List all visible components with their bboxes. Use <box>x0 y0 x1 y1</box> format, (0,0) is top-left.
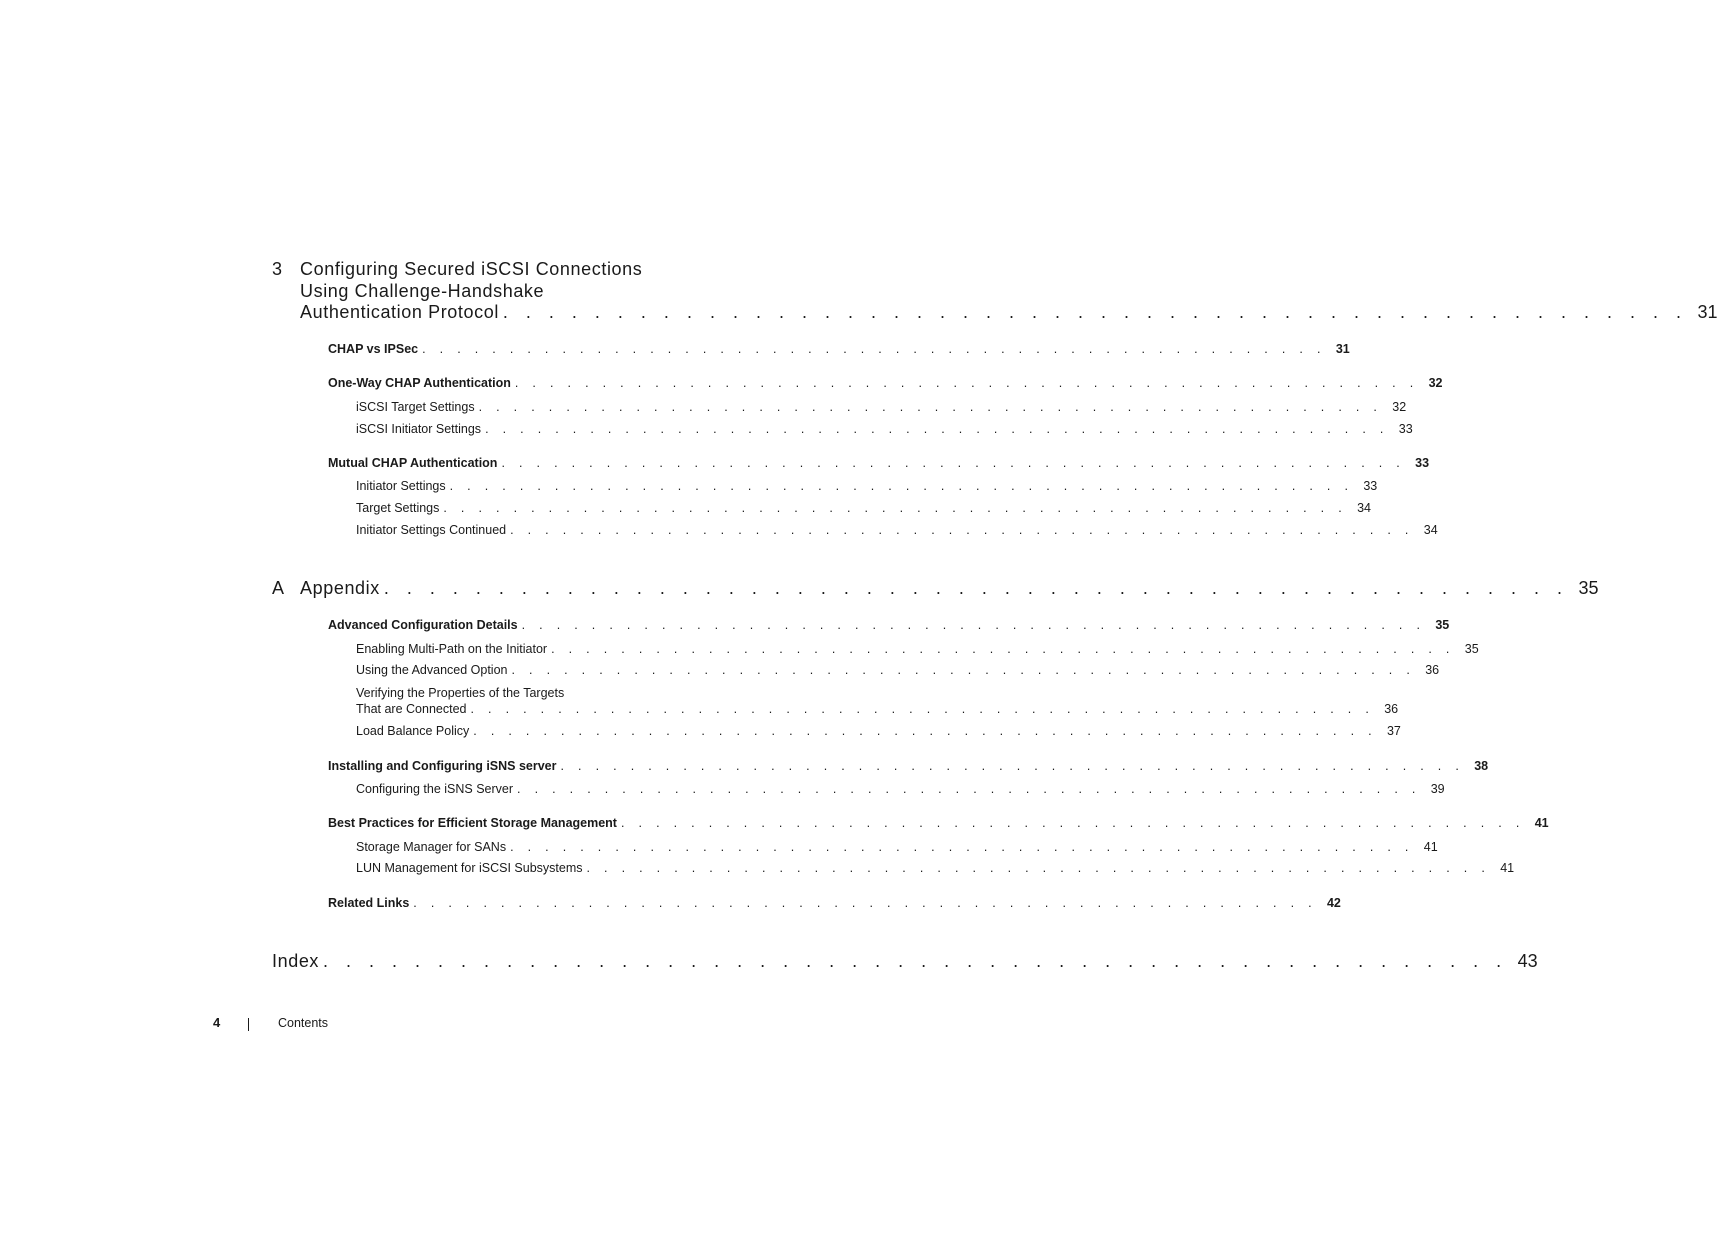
entry-title: Configuring the iSNS Server <box>356 782 514 796</box>
entry-title: Initiator Settings <box>356 479 446 493</box>
leader-dots: . . . . . . . . . . . . . . . . . . . . . . . . . . . . . . . . . . . . . . . . . . . . . . . . . . . . <box>473 724 1377 738</box>
entry-title-first-line: Verifying the Properties of the Targets <box>356 686 565 700</box>
entry-title: Target Settings <box>356 501 440 515</box>
entry-title: One-Way CHAP Authentication <box>328 376 511 390</box>
chapter-title-text: Index <box>272 951 320 971</box>
entry-page-number: 34 <box>1423 523 1438 537</box>
chapter-title-last-line <box>272 951 1538 972</box>
chapter-title <box>300 259 1718 323</box>
entry-page-number: 32 <box>1428 376 1443 390</box>
entry-page-number: 33 <box>1363 479 1378 493</box>
entry-title: That are Connected <box>356 702 467 716</box>
toc-entry[interactable] <box>328 896 1341 910</box>
entry-page-number: 33 <box>1415 456 1430 470</box>
toc-chapter-index[interactable] <box>272 951 1538 975</box>
footer-section-label: Contents <box>278 1016 329 1030</box>
entry-page-number: 36 <box>1425 663 1440 677</box>
chapter-title-line: Configuring Secured iSCSI Connections <box>300 259 643 279</box>
toc-subentry[interactable] <box>356 642 1479 656</box>
toc-chapter-3[interactable] <box>272 259 1718 329</box>
entry-page-number: 35 <box>1435 618 1450 632</box>
chapter-title-line: Using Challenge-Handshake <box>300 280 545 301</box>
entry-title: LUN Management for iSCSI Subsystems <box>356 861 583 875</box>
toc-entry[interactable] <box>328 816 1549 830</box>
toc-entry[interactable] <box>328 618 1450 632</box>
leader-dots: . . . . . . . . . . . . . . . . . . . . . . . . . . . . . . . . . . . . . . . . . . . . . . . . . . . . <box>521 618 1426 632</box>
entry-page-number: 34 <box>1357 501 1371 515</box>
toc-subentry[interactable] <box>356 840 1438 854</box>
leader-dots: . . . . . . . . . . . . . . . . . . . . . . . . . . . . . . . . . . . . . . . . . . . . . . . . . . . . <box>443 501 1347 515</box>
leader-dots: . . . . . . . . . . . . . . . . . . . . . . . . . . . . . . . . . . . . . . . . . . . . . . . . . . . . <box>511 663 1416 677</box>
entry-page-number: 36 <box>1384 702 1399 716</box>
toc-chapter-appendix[interactable] <box>272 578 1599 602</box>
leader-dots: . . . . . . . . . . . . . . . . . . . . . . . . . . . . . . . . . . . . . . . . . . . . . . . . . . . . <box>485 422 1389 436</box>
entry-title: iSCSI Initiator Settings <box>356 422 482 436</box>
entry-title: Installing and Configuring iSNS server <box>328 759 557 773</box>
toc-subentry[interactable] <box>356 400 1407 414</box>
leader-dots: . . . . . . . . . . . . . . . . . . . . . . . . . . . . . . . . . . . . . . . . . . . . . . . . . . . . <box>551 642 1455 656</box>
chapter-page-number: 35 <box>1578 578 1599 598</box>
leader-dots: . . . . . . . . . . . . . . . . . . . . . . . . . . . . . . . . . . . . . . . . . . . . . . . . . . . . <box>323 951 1508 971</box>
leader-dots: . . . . . . . . . . . . . . . . . . . . . . . . . . . . . . . . . . . . . . . . . . . . . . . . . . . . <box>501 456 1406 470</box>
toc-subentry[interactable] <box>356 501 1371 515</box>
chapter-number: 3 <box>272 259 283 279</box>
leader-dots: . . . . . . . . . . . . . . . . . . . . . . . . . . . . . . . . . . . . . . . . . . . . . . . . . . . . <box>449 479 1354 493</box>
leader-dots: . . . . . . . . . . . . . . . . . . . . . . . . . . . . . . . . . . . . . . . . . . . . . . . . . . . . <box>560 759 1465 773</box>
leader-dots: . . . . . . . . . . . . . . . . . . . . . . . . . . . . . . . . . . . . . . . . . . . . . . . . . . . . <box>422 342 1326 356</box>
leader-dots: . . . . . . . . . . . . . . . . . . . . . . . . . . . . . . . . . . . . . . . . . . . . . . . . . . . . <box>514 376 1419 390</box>
leader-dots: . . . . . . . . . . . . . . . . . . . . . . . . . . . . . . . . . . . . . . . . . . . . . . . . . . . . <box>586 861 1491 875</box>
entry-page-number: 41 <box>1423 840 1438 854</box>
entry-page-number: 32 <box>1392 400 1407 414</box>
leader-dots: . . . . . . . . . . . . . . . . . . . . . . . . . . . . . . . . . . . . . . . . . . . . . . . . . . . . <box>470 702 1375 716</box>
toc-subentry[interactable] <box>356 523 1438 537</box>
entry-title: Using the Advanced Option <box>356 663 508 677</box>
entry-title: iSCSI Target Settings <box>356 400 475 414</box>
chapter-page-number: 43 <box>1517 951 1538 971</box>
entry-title: Mutual CHAP Authentication <box>328 456 498 470</box>
chapter-title-last-line <box>300 302 1718 323</box>
leader-dots: . . . . . . . . . . . . . . . . . . . . . . . . . . . . . . . . . . . . . . . . . . . . . . . . . . . . <box>478 400 1383 414</box>
entry-page-number: 37 <box>1386 724 1401 738</box>
toc-subentry[interactable] <box>356 782 1445 796</box>
entry-title: CHAP vs IPSec <box>328 342 419 356</box>
toc-entry[interactable] <box>328 342 1350 356</box>
entry-title: Storage Manager for SANs <box>356 840 507 854</box>
toc-subentry[interactable] <box>356 479 1378 493</box>
entry-page-number: 39 <box>1430 782 1445 796</box>
entry-title: Initiator Settings Continued <box>356 523 507 537</box>
chapter-title-text: Authentication Protocol <box>300 302 499 322</box>
toc-subentry[interactable] <box>356 724 1401 738</box>
leader-dots: . . . . . . . . . . . . . . . . . . . . . . . . . . . . . . . . . . . . . . . . . . . . . . . . . . . . <box>413 896 1317 910</box>
toc-entry[interactable] <box>328 456 1430 470</box>
chapter-page-number: 31 <box>1697 302 1718 322</box>
footer-page-number: 4 <box>213 1015 221 1030</box>
toc-entry[interactable] <box>328 759 1489 773</box>
toc-entry[interactable] <box>328 376 1443 390</box>
leader-dots: . . . . . . . . . . . . . . . . . . . . . . . . . . . . . . . . . . . . . . . . . . . . . . . . . . . . <box>620 816 1525 830</box>
toc-subentry[interactable] <box>356 663 1440 677</box>
entry-title: Related Links <box>328 896 410 910</box>
leader-dots: . . . . . . . . . . . . . . . . . . . . . . . . . . . . . . . . . . . . . . . . . . . . . . . . . . . . <box>383 578 1569 598</box>
entry-page-number: 42 <box>1326 896 1341 910</box>
entry-page-number: 35 <box>1464 642 1479 656</box>
entry-title: Best Practices for Efficient Storage Management <box>328 816 617 830</box>
entry-title: Enabling Multi-Path on the Initiator <box>356 642 548 656</box>
chapter-title-text: Appendix <box>300 578 380 598</box>
chapter-title-last-line <box>300 578 1599 599</box>
chapter-title <box>272 951 1538 972</box>
leader-dots: . . . . . . . . . . . . . . . . . . . . . . . . . . . . . . . . . . . . . . . . . . . . . . . . . . . . <box>517 782 1421 796</box>
entry-title: Advanced Configuration Details <box>328 618 518 632</box>
entry-page-number: 31 <box>1335 342 1350 356</box>
toc-subentry[interactable] <box>356 422 1413 436</box>
chapter-number: A <box>272 578 285 598</box>
entry-page-number: 41 <box>1534 816 1549 830</box>
entry-page-number: 41 <box>1500 861 1515 875</box>
leader-dots: . . . . . . . . . . . . . . . . . . . . . . . . . . . . . . . . . . . . . . . . . . . . . . . . . . . . <box>510 840 1414 854</box>
chapter-title <box>300 578 1599 599</box>
toc-subentry[interactable] <box>356 685 1399 716</box>
entry-page-number: 38 <box>1474 759 1489 773</box>
leader-dots: . . . . . . . . . . . . . . . . . . . . . . . . . . . . . . . . . . . . . . . . . . . . . . . . . . . . <box>502 302 1688 322</box>
leader-dots: . . . . . . . . . . . . . . . . . . . . . . . . . . . . . . . . . . . . . . . . . . . . . . . . . . . . <box>510 523 1414 537</box>
entry-title: Load Balance Policy <box>356 724 470 738</box>
footer-divider <box>248 1018 249 1031</box>
toc-subentry[interactable] <box>356 861 1515 875</box>
entry-page-number: 33 <box>1398 422 1413 436</box>
